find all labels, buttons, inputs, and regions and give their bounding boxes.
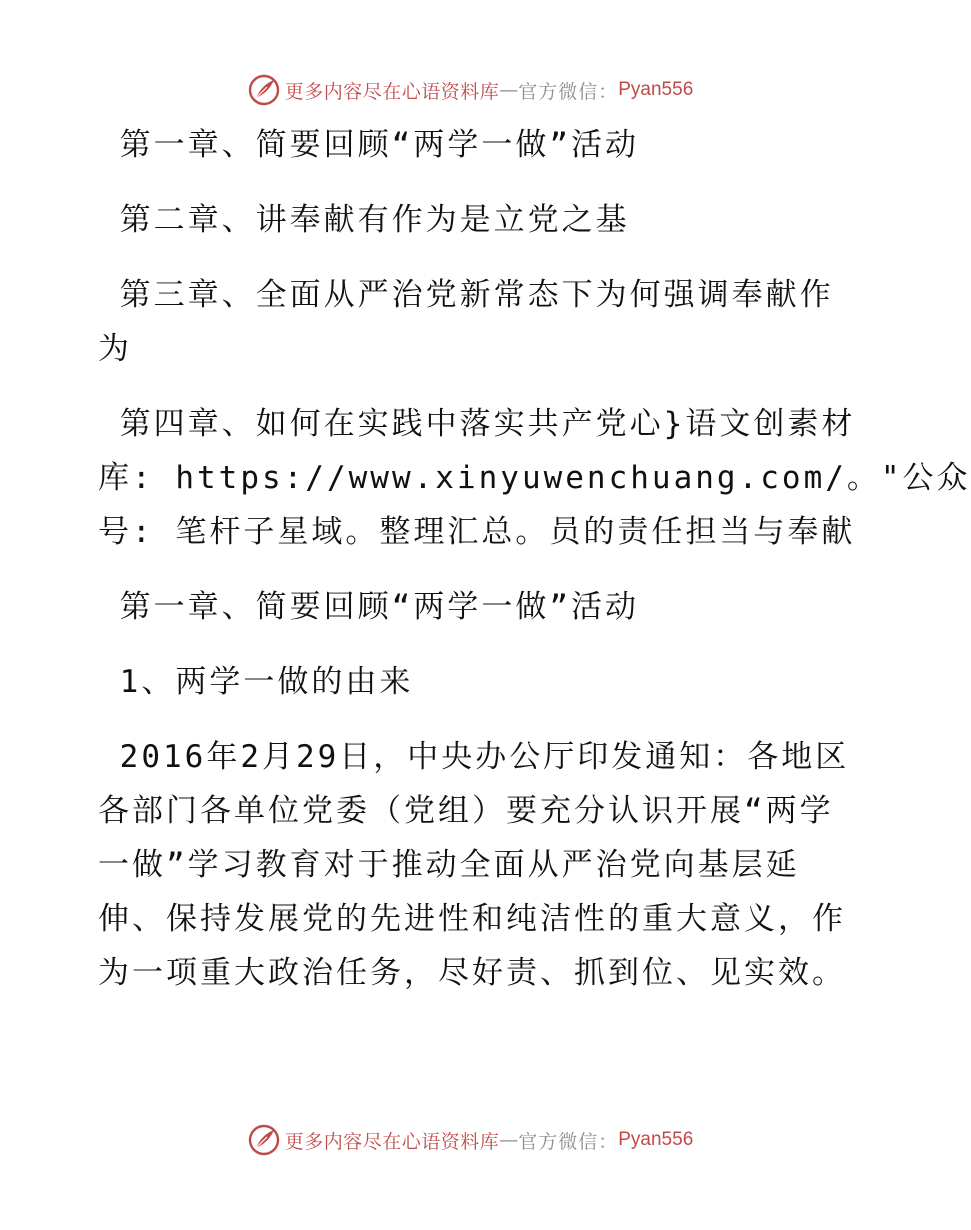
footer-wechat-label: 官方微信： (518, 1130, 619, 1153)
paragraph-line: 2016年2月29日，中央办公厅印发通知：各地区 (98, 739, 850, 775)
paragraph-line: 伸、保持发展党的先进性和纯洁性的重大意义，作 (98, 901, 846, 937)
paragraph-line: 为一项重大政治任务，尽好责、抓到位、见实效。 (98, 955, 846, 991)
document-body (98, 124, 971, 994)
feather-pen-logo-icon (247, 73, 281, 107)
header-wechat-id: Pyan556 (618, 79, 694, 100)
toc-line: 为 (98, 331, 132, 367)
paragraph-line: 一做”学习教育对于推动全面从严治党向基层延 (98, 847, 800, 883)
toc-line: 第四章、如何在实践中落实共产党心}语文创素材 (98, 406, 856, 442)
header-banner-text: 更多内容尽在心语资料库 (284, 80, 500, 103)
toc-line: 第一章、简要回顾“两学一做”活动 (98, 127, 639, 163)
table-of-contents (98, 124, 971, 553)
header-watermark-banner (0, 70, 950, 110)
feather-pen-logo-icon (247, 1123, 281, 1157)
header-wechat-label: 官方微信： (518, 80, 619, 103)
footer-watermark-banner (0, 1120, 950, 1160)
header-banner-separator: — (499, 79, 519, 101)
footer-wechat-id: Pyan556 (618, 1129, 694, 1150)
body-paragraph (98, 736, 854, 994)
footer-banner-separator: — (499, 1129, 519, 1151)
toc-line: 第二章、讲奉献有作为是立党之基 (98, 202, 630, 238)
toc-line: 第三章、全面从严治党新常态下为何强调奉献作 (98, 277, 834, 313)
footer-banner-text: 更多内容尽在心语资料库 (284, 1130, 500, 1153)
toc-line: 号: 笔杆子星域。整理汇总。员的责任担当与奉献 (98, 514, 856, 550)
paragraph-line: 各部门各单位党委（党组）要充分认识开展“两学 (98, 793, 834, 829)
toc-line: 库: https://www.xinyuwenchuang.com/。"公众 (98, 460, 971, 496)
section-title: 1、两学一做的由来 (98, 664, 414, 700)
chapter-title: 第一章、简要回顾“两学一做”活动 (98, 589, 639, 625)
